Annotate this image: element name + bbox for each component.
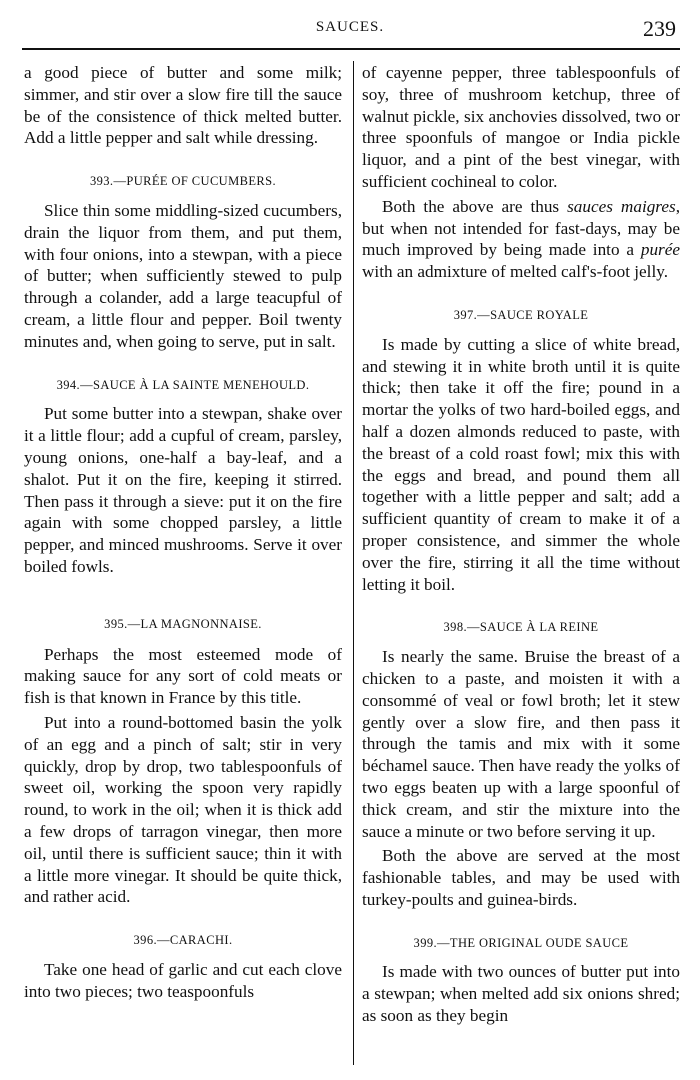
paragraph-398-2: Both the above are served at the most fashionable tables, and may be used with turkey-poults and guinea-birds. (362, 846, 680, 909)
paragraph-398-1: Is nearly the same. Bruise the breast of a chicken to a paste, and moisten it with a consommé of veal or fowl broth; let it stew gently over a slow fire, and then pass it through the tamis and mix with it some béchamel sauce. Then have ready the yolks of two eggs beaten up with a large spoonful of thick cream, and stir the mixture into the sauce a minute or two before serving it up. (362, 647, 680, 841)
page-number: 239 (643, 16, 676, 41)
text-fragment: with an admixture of melted calf's-foot jelly. (362, 262, 669, 282)
section-heading-399: 399.—THE ORIGINAL OUDE SAUCE (413, 935, 629, 950)
section-heading-397: 397.—SAUCE ROYALE (453, 307, 589, 322)
right-column (362, 62, 680, 1027)
continuation-paragraph: a good piece of butter and some milk; simmer, and stir over a slow fire till the sauce be of the consistence of thick melted butter. Add a little pepper and salt while dressing. (24, 63, 342, 148)
page-header (22, 16, 678, 46)
header-rule (22, 48, 680, 50)
section-heading-396: 396.—CARACHI. (133, 933, 233, 948)
both-above-paragraph (362, 196, 680, 283)
section-heading-398: 398.—SAUCE À LA REINE (443, 620, 599, 635)
running-title: SAUCES. (315, 19, 385, 35)
section-heading-394: 394.—SAUCE À LA SAINTE MENEHOULD. (56, 377, 310, 392)
italic-term: sauces maigres (567, 196, 676, 216)
continuation-paragraph-right: of cayenne pepper, three tablespoonfuls of soy, three of mushroom ketchup, three of walnut pickle, six anchovies dissolved, two or three spoonfuls of mangoe or India pickle liquor, and a pint of the best vinegar, with sufficient cochineal to color. (362, 63, 680, 191)
section-heading-393: 393.—PURÉE OF CUCUMBERS. (89, 174, 277, 189)
paragraph-395-2: Put into a round-bottomed basin the yolk of an egg and a pinch of salt; stir in very quickly, drop by drop, two tablespoonfuls of sweet oil, working the spoon very rapidly round, to work in the oil; when it is thick add a few drops of tarragon vinegar, then more oil, until there is sufficient sauce; thin it with a little more vinegar. It should be quite thick, and rather acid. (24, 712, 342, 907)
text-fragment: , but when not intended for fast-days, may be much improved by being made into a (362, 196, 680, 260)
section-heading-395: 395.—LA MAGNONNAISE. (104, 616, 262, 631)
paragraph-393: Slice thin some middling-sized cucumbers, drain the liquor from them, and put them, with four onions, into a stewpan, with a piece of butter; when sufficiently stewed to pulp through a colander, add a large teacupful of cream, a little flour and pepper. Boil twenty minutes and, when going to serve, put in salt. (24, 200, 342, 351)
paragraph-394: Put some butter into a stewpan, shake over it a little flour; add a cupful of cream, parsley, young onions, one-half a bay-leaf, and a shalot. Put it on the fire, keeping it stirred. Then pass it through a sieve: put it on the fire again with some chopped parsley, a little pepper, and minced mushrooms. Serve it over boiled fowls. (24, 404, 342, 576)
italic-term: purée (640, 240, 680, 260)
text-fragment: Both the above are thus (382, 196, 568, 216)
paragraph-396: Take one head of garlic and cut each clove into two pieces; two teaspoonfuls (24, 959, 342, 1001)
paragraph-397: Is made by cutting a slice of white bread, and stewing it in white broth until it is quite thick; then take it off the fire; pound in a mortar the yolks of two hard-boiled eggs, and half a dozen almonds reduced to paste, with the breast of a cold roast fowl; mix this with the eggs and bread, and pound them all together with a little pepper and salt; add a sufficient quantity of cream to make it of a proper consistence, and simmer the whole over the fire, stirring it all the time without letting it boil. (362, 334, 680, 594)
left-column (24, 62, 342, 1002)
column-divider (353, 61, 354, 1065)
paragraph-399: Is made with two ounces of butter put into a stewpan; when melted add six onions shred; as soon as they begin (362, 962, 680, 1026)
paragraph-395-1: Perhaps the most esteemed mode of making sauce for any sort of cold meats or fish is that known in France by this title. (24, 644, 342, 708)
